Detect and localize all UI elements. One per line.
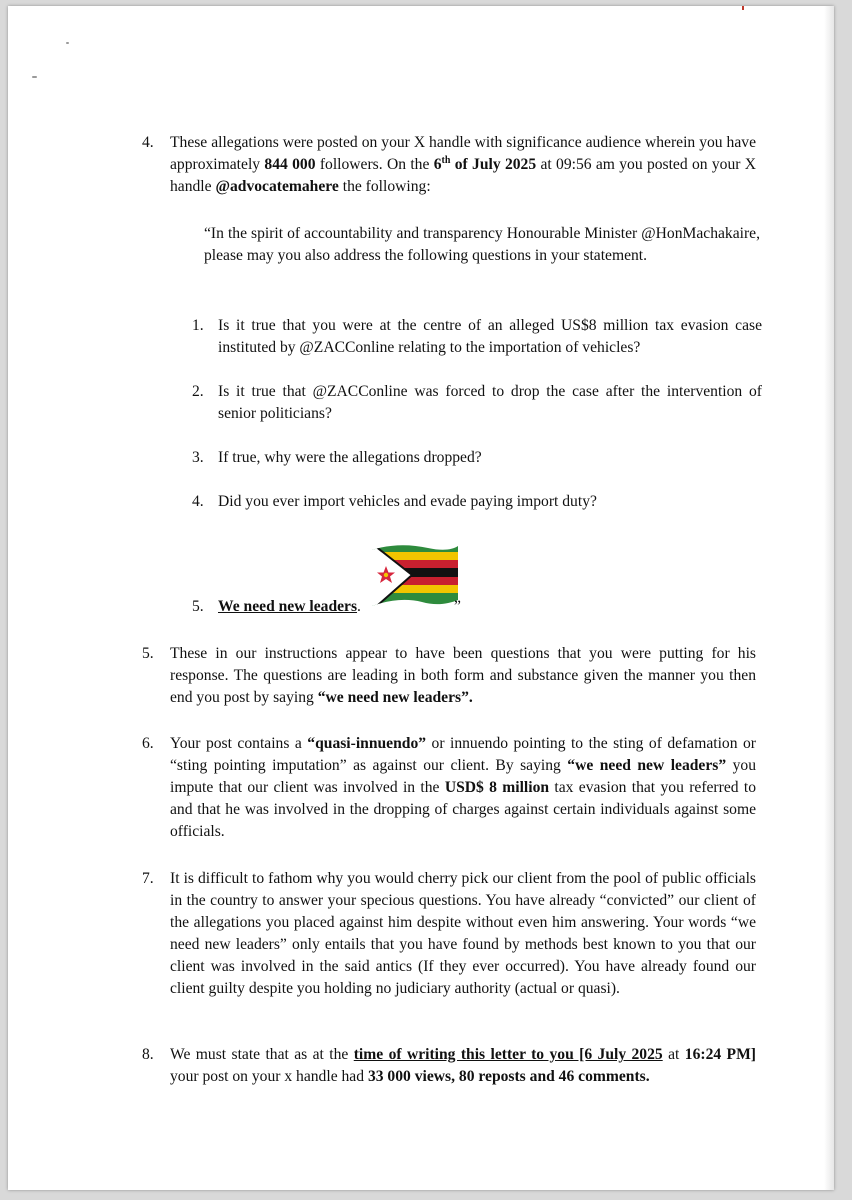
closing-quote: ”	[454, 598, 461, 615]
paragraph-4: 4. These allegations were posted on your X handle with significance audience wherein you have approximately 844 000 followers. On the 6th of July 2025 at 09:56 am you posted on your X handle @advocatemahere the following:	[142, 134, 757, 195]
we-need-new-leaders-text: We need new leaders	[218, 598, 358, 615]
question-item: 4. Did you ever import vehicles and evade paying import duty?	[192, 493, 597, 510]
question-item: 1. Is it true that you were at the centre of an alleged US$8 million tax evasion case instituted by @ZACConline relating to the importation of vehicles?	[192, 317, 762, 356]
document-page	[8, 6, 834, 1190]
scan-mark	[742, 6, 744, 10]
paragraph-number: 8.	[142, 1046, 154, 1063]
paragraph-7: 7. It is difficult to fathom why you would cherry pick our client from the pool of public officials in the country to answer your specious questions. You have already “convicted” our client of the allegations you placed against him despite without even him answering. Your words “we need new leaders” only entails that you have found by methods best known to you that our client was involved in the said antics (If they ever occurred). You have already found our client guilty despite you holding no judiciary authority (actual or quasi).	[142, 870, 756, 997]
paragraph-number: 7.	[142, 870, 154, 887]
quoted-post-intro: “In the spirit of accountability and transparency Honourable Minister @HonMachakaire, please may you also address the following questions in your statement.	[204, 225, 760, 264]
paragraph-number: 5.	[142, 645, 154, 662]
paragraph-number: 6.	[142, 735, 154, 752]
question-item: 3. If true, why were the allegations dropped?	[192, 449, 482, 466]
paragraph-number: 4.	[142, 134, 154, 151]
paragraph-6: 6. Your post contains a “quasi-innuendo” or innuendo pointing to the sting of defamation or “sting pointing imputation” as against our client. By saying “we need new leaders” you impute that our client was involved in the USD$ 8 million tax evasion that you referred to and that he was involved in the dropping of charges against certain individuals against some officials.	[142, 735, 757, 840]
page-edge-shadow	[824, 6, 834, 1190]
question-item: 5. We need new leaders.	[192, 598, 361, 615]
paragraph-8: 8. We must state that as at the time of writing this letter to you [6 July 2025 at 16:24 PM] your post on your x handle had 33 000 views, 80 reposts and 46 comments.	[142, 1046, 756, 1085]
question-item: 2. Is it true that @ZACConline was forced to drop the case after the intervention of senior politicians?	[192, 383, 762, 422]
scan-speck	[32, 76, 37, 78]
scan-speck	[66, 42, 69, 44]
paragraph-5: 5. These in our instructions appear to have been questions that you were putting for his response. The questions are leading in both form and substance given the manner you then end you post by saying “we need new leaders”.	[142, 645, 756, 706]
